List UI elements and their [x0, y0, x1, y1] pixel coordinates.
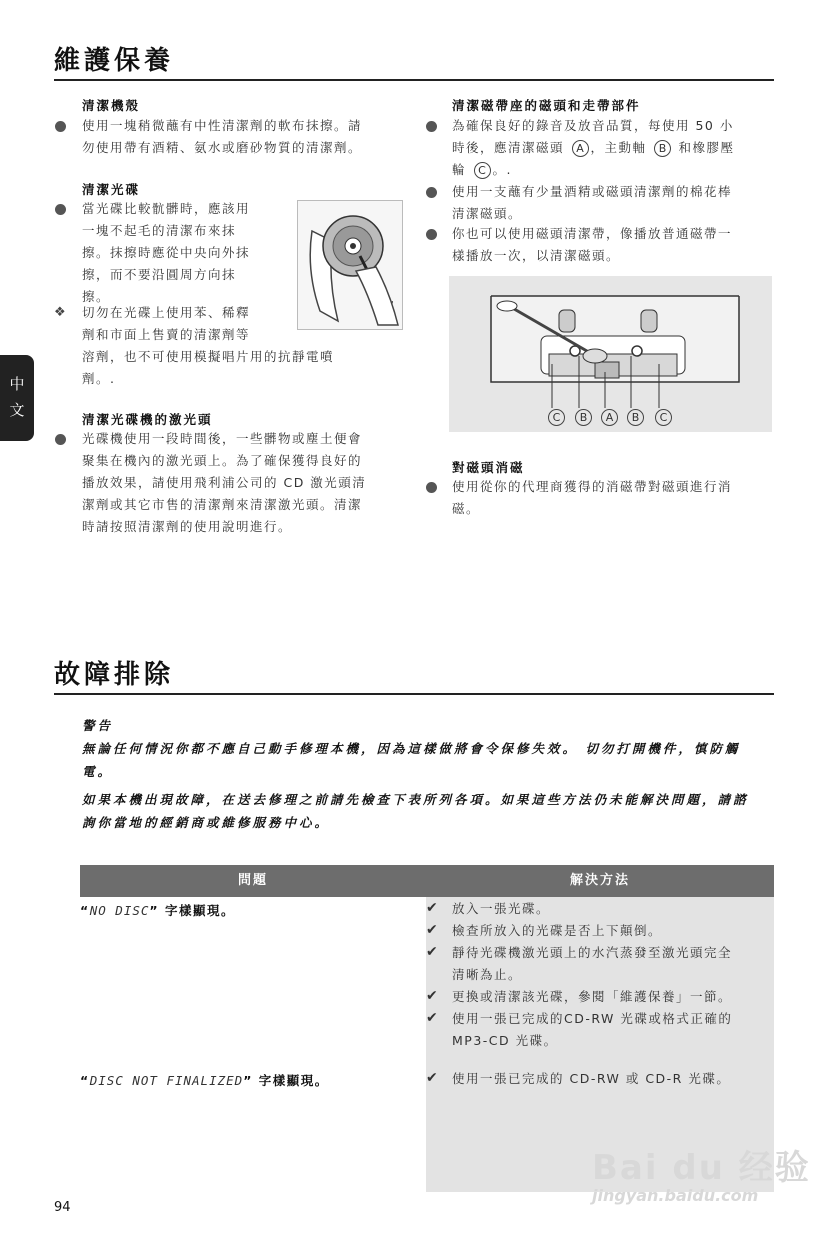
- table-header-solution: 解決方法: [426, 865, 774, 897]
- language-side-tab: 中 文: [0, 355, 34, 441]
- heading-demagnetize: 對磁頭消磁: [452, 460, 525, 475]
- section-divider: [54, 693, 774, 695]
- bullet-icon: [55, 204, 66, 215]
- solution-item: 更換或清潔該光碟，參閱「維護保養」一節。: [452, 989, 733, 1004]
- solution-item: 使用一張已完成的CD-RW 光碟或格式正確的 MP3-CD 光碟。: [452, 1011, 733, 1048]
- heading-clean-heads: 清潔磁帶座的磁頭和走帶部件: [452, 98, 641, 113]
- table-header-problem: 問題: [80, 865, 426, 897]
- marker-c-right: C: [655, 409, 672, 426]
- paragraph-discs-2: 切勿在光碟上使用苯、稀釋 劑和市面上售賣的清潔劑等 溶劑，也不可使用模擬唱片用的抗靜電噴 劑。.: [82, 305, 335, 386]
- marker-b-left: B: [575, 409, 592, 426]
- check-icon: ✔: [426, 1010, 438, 1026]
- marker-a: A: [601, 409, 618, 426]
- check-icon: ✔: [426, 922, 438, 938]
- paragraph-heads-3: 你也可以使用磁頭清潔帶，像播放普通磁帶一 樣播放一次，以清潔磁頭。: [452, 226, 733, 263]
- heading-clean-discs: 清潔光碟: [82, 182, 141, 197]
- solution-item: 靜待光碟機激光頭上的水汽蒸發至激光頭完全 清晰為止。: [452, 945, 733, 982]
- marker-c-left: C: [548, 409, 565, 426]
- paragraph-laser: 光碟機使用一段時間後，一些髒物或塵土便會 聚集在機內的激光頭上。為了確保獲得良好的 播放效果，請使用飛利浦公司的 CD 激光頭清 潔劑或其它市售的清潔劑來清潔激光頭。清潔 時請按照清潔劑的使用說明進行。: [82, 431, 367, 534]
- warning-text: 無論任何情況你都不應自己動手修理本機，因為這樣做將會令保修失效。 切勿打開機件，慎防觸 電。: [82, 741, 741, 779]
- disc-cleaning-illustration: [297, 200, 403, 330]
- check-icon: ✔: [426, 1070, 438, 1086]
- section-divider: [54, 79, 774, 81]
- bullet-icon: [426, 121, 437, 132]
- notice-text: 如果本機出現故障，在送去修理之前請先檢查下表所列各項。如果這些方法仍未能解決問題，請諮 詢你當地的經銷商或維修服務中心。: [82, 792, 749, 830]
- solution-item: 放入一張光碟。: [452, 901, 551, 916]
- check-icon: ✔: [426, 988, 438, 1004]
- check-icon: ✔: [426, 944, 438, 960]
- marker-b-right: B: [627, 409, 644, 426]
- paragraph-cabinet: 使用一塊稍微蘸有中性清潔劑的軟布抹擦。請 勿使用帶有酒精、氨水或磨砂物質的清潔劑。: [82, 118, 363, 155]
- heading-clean-cabinet: 清潔機殼: [82, 98, 141, 113]
- diamond-bullet-icon: ❖: [54, 305, 66, 320]
- warning-label: 警告: [82, 718, 114, 733]
- paragraph-demagnetize: 使用從你的代理商獲得的消磁帶對磁頭進行消 磁。: [452, 479, 733, 516]
- bullet-icon: [55, 121, 66, 132]
- heading-clean-laser: 清潔光碟機的激光頭: [82, 412, 213, 427]
- bullet-icon: [426, 187, 437, 198]
- bullet-icon: [426, 482, 437, 493]
- problem-disc-not-finalized: “DISC NOT FINALIZED” 字樣顯現。: [80, 1073, 329, 1088]
- section-title-maintenance: 維護保養: [54, 46, 175, 76]
- bullet-icon: [55, 434, 66, 445]
- check-icon: ✔: [426, 900, 438, 916]
- bullet-icon: [426, 229, 437, 240]
- problem-no-disc: “NO DISC” 字樣顯現。: [80, 903, 235, 918]
- paragraph-discs-1: 當光碟比較骯髒時，應該用 一塊不起毛的清潔布來抹 擦。抹擦時應從中央向外抹 擦，而不要沿圓周方向抹 擦。: [82, 201, 251, 304]
- baidu-watermark-logo: Bai du 经验: [592, 1148, 811, 1188]
- solution-item: 使用一張已完成的 CD-RW 或 CD-R 光碟。: [452, 1071, 731, 1086]
- baidu-watermark-url: jingyan.baidu.com: [592, 1186, 759, 1205]
- solution-item: 檢查所放入的光碟是否上下顛倒。: [452, 923, 663, 938]
- section-title-troubleshooting: 故障排除: [54, 660, 175, 690]
- tape-head-markers: [546, 407, 676, 429]
- paragraph-heads-2: 使用一支蘸有少量酒精或磁頭清潔劑的棉花棒 清潔磁頭。: [452, 184, 733, 221]
- page-number: 94: [54, 1200, 71, 1215]
- paragraph-heads-1: 為確保良好的錄音及放音品質，每使用 50 小 時後，應清潔磁頭 A ，主動軸 B 和橡膠壓 輪 C 。.: [452, 118, 735, 177]
